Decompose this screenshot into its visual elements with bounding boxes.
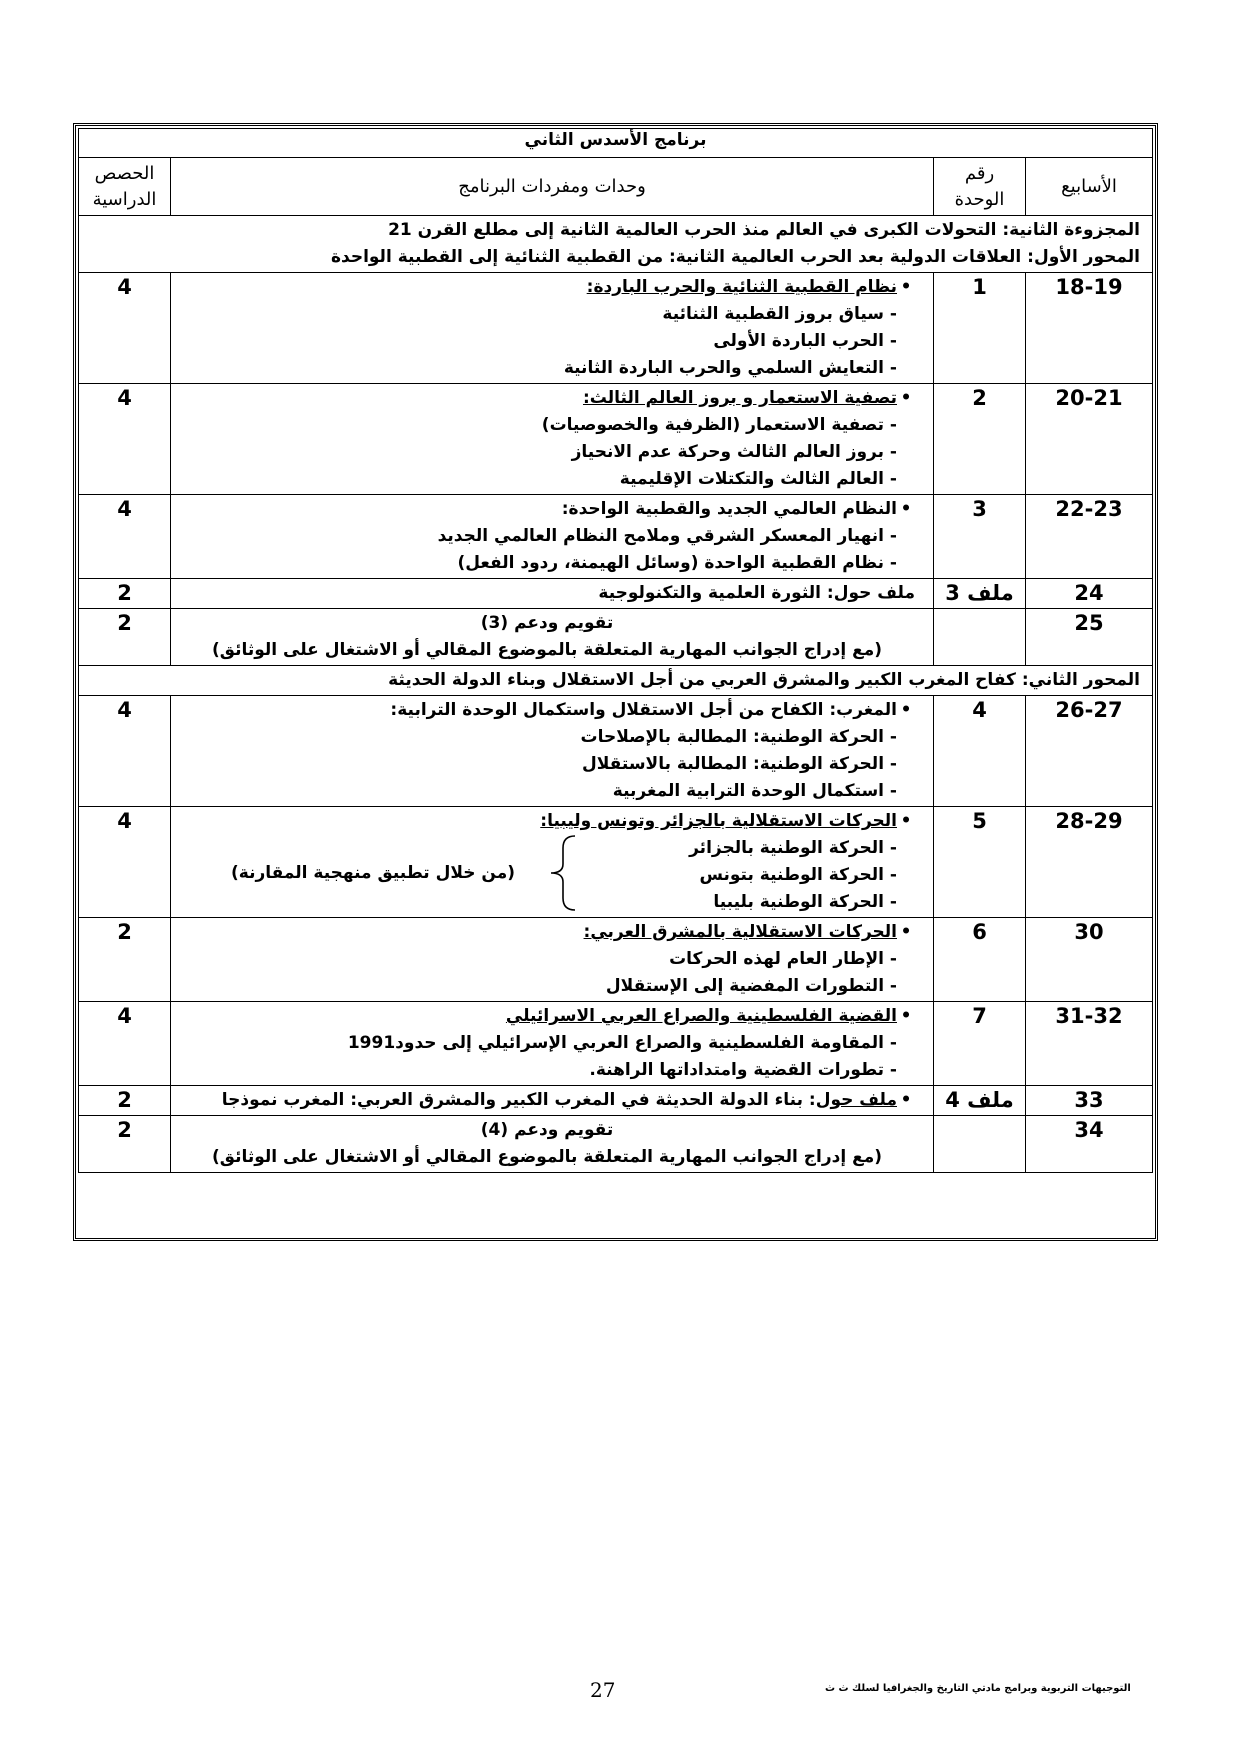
list-item: الحركة الوطنية بليبيا xyxy=(713,892,885,912)
weeks-cell: 26-27 xyxy=(1026,696,1153,807)
list-item: الحركة الوطنية بتونس xyxy=(699,865,885,885)
unit-title: المغرب: الكفاح من أجل الاستقلال واستكمال الوحدة الترابية: xyxy=(390,700,897,720)
content-cell: •القضية الفلسطينية والصراع العربي الاسرائيلي - المقاومة الفلسطينية والصراع العربي الإسرائيلي إلى حدود1991 - تطورات القضية وامتداداتها الراهنة. xyxy=(171,1002,934,1086)
header-weeks: الأسابيع xyxy=(1026,158,1153,216)
content-cell: •نظام القطبية الثنائية والحرب الباردة: - سياق بروز القطبية الثنائية - الحرب الباردة الأولى - التعايش السلمي والحرب الباردة الثانية xyxy=(171,273,934,384)
hours-cell: 2 xyxy=(79,918,171,1002)
weeks-cell: 18-19 xyxy=(1026,273,1153,384)
table-row xyxy=(79,273,1153,384)
header-hours-line2: الدراسية xyxy=(92,188,157,210)
content-cell xyxy=(171,609,934,666)
header-content: وحدات ومفردات البرنامج xyxy=(171,158,934,216)
weeks-cell: 33 xyxy=(1026,1086,1153,1116)
unit-cell: ملف 3 xyxy=(934,579,1026,609)
weeks-cell: 25 xyxy=(1026,609,1153,666)
weeks-cell: 28-29 xyxy=(1026,807,1153,918)
content-cell xyxy=(171,579,934,609)
hours-cell: 4 xyxy=(79,1002,171,1086)
footer-doc-title: التوجيهات التربوية وبرامج مادتي التاريخ والجغرافيا لسلك ث ث xyxy=(825,1683,1131,1694)
unit-title: القضية الفلسطينية والصراع العربي الاسرائيلي xyxy=(505,1006,897,1026)
list-item: الإطار العام لهذه الحركات xyxy=(669,949,885,969)
list-item: نظام القطبية الواحدة (وسائل الهيمنة، ردود الفعل) xyxy=(457,553,885,573)
table-row xyxy=(79,384,1153,495)
page-number: 27 xyxy=(590,1678,616,1702)
header-hours xyxy=(79,158,171,216)
unit-cell: 2 xyxy=(934,384,1026,495)
program-table-frame xyxy=(73,123,1158,1241)
weeks-cell: 24 xyxy=(1026,579,1153,609)
program-table xyxy=(78,128,1153,1173)
content-cell: •الحركات الاستقلالية بالمشرق العربي: - الإطار العام لهذه الحركات - التطورات المفضية إلى الإستقلال xyxy=(171,918,934,1002)
list-item: سياق بروز القطبية الثنائية xyxy=(662,304,885,324)
unit-title: الحركات الاستقلالية بالجزائر وتونس وليبيا: xyxy=(540,811,897,831)
unit-cell: 6 xyxy=(934,918,1026,1002)
bullet-icon: • xyxy=(900,922,912,942)
list-item: تطورات القضية وامتداداتها الراهنة. xyxy=(589,1060,885,1080)
unit-title: تقويم ودعم (3) xyxy=(480,613,614,633)
weeks-cell: 34 xyxy=(1026,1116,1153,1173)
bullet-icon: • xyxy=(900,1090,912,1110)
content-cell: •الحركات الاستقلالية بالجزائر وتونس وليبيا: - الحركة الوطنية بالجزائر - الحركة الوطنية بتونس - الحركة الوطنية بليبيا (من خلال تطبيق منهجية المقارنة) xyxy=(171,807,934,918)
header-hours-line1: الحصص xyxy=(94,162,155,184)
comparison-note: (من خلال تطبيق منهجية المقارنة) xyxy=(231,863,515,883)
list-item: تصفية الاستعمار (الظرفية والخصوصيات) xyxy=(541,415,885,435)
content-cell: •المغرب: الكفاح من أجل الاستقلال واستكمال الوحدة الترابية: - الحركة الوطنية: المطالبة بالإصلاحات - الحركة الوطنية: المطالبة بالاستقلال - استكمال الوحدة الترابية المغربية xyxy=(171,696,934,807)
unit-cell: 5 xyxy=(934,807,1026,918)
unit-cell: ملف 4 xyxy=(934,1086,1026,1116)
bullet-icon: • xyxy=(900,277,912,297)
unit-note: (مع إدراج الجوانب المهارية المتعلقة بالموضوع المقالي أو الاشتغال على الوثائق) xyxy=(212,1147,882,1167)
hours-cell: 4 xyxy=(79,696,171,807)
content-cell: •تصفية الاستعمار و بروز العالم الثالث: - تصفية الاستعمار (الظرفية والخصوصيات) - بروز العالم الثالث وحركة عدم الانحياز - العالم الثالث والتكتلات الإقليمية xyxy=(171,384,934,495)
hours-cell: 2 xyxy=(79,1116,171,1173)
list-item: انهيار المعسكر الشرقي وملامح النظام العالمي الجديد xyxy=(437,526,885,546)
hours-cell: 4 xyxy=(79,384,171,495)
header-row xyxy=(79,158,1153,216)
unit-title: ملف حول: الثورة العلمية والتكنولوجية xyxy=(598,583,915,603)
header-unit-line1: رقم xyxy=(964,162,995,184)
header-unit xyxy=(934,158,1026,216)
section-row xyxy=(79,666,1153,696)
list-item: التطورات المفضية إلى الإستقلال xyxy=(605,976,885,996)
dossier-prefix: ملف حول xyxy=(815,1090,897,1110)
unit-cell xyxy=(934,609,1026,666)
unit-cell xyxy=(934,1116,1026,1173)
content-cell: •النظام العالمي الجديد والقطبية الواحدة: - انهيار المعسكر الشرقي وملامح النظام العالمي الجديد - نظام القطبية الواحدة (وسائل الهيمنة، ردود الفعل) xyxy=(171,495,934,579)
content-cell xyxy=(171,1086,934,1116)
list-item: الحرب الباردة الأولى xyxy=(713,331,885,351)
list-item: بروز العالم الثالث وحركة عدم الانحياز xyxy=(571,442,885,462)
weeks-cell: 20-21 xyxy=(1026,384,1153,495)
unit-cell: 4 xyxy=(934,696,1026,807)
hours-cell: 2 xyxy=(79,609,171,666)
list-item: الحركة الوطنية: المطالبة بالاستقلال xyxy=(582,754,885,774)
hours-cell: 4 xyxy=(79,807,171,918)
weeks-cell: 22-23 xyxy=(1026,495,1153,579)
table-row xyxy=(79,696,1153,807)
content-cell xyxy=(171,1116,934,1173)
header-unit-line2: الوحدة xyxy=(954,188,1005,210)
unit-title: نظام القطبية الثنائية والحرب الباردة: xyxy=(586,277,897,297)
hours-cell: 4 xyxy=(79,495,171,579)
unit-title: تقويم ودعم (4) xyxy=(480,1120,614,1140)
unit-note: (مع إدراج الجوانب المهارية المتعلقة بالموضوع المقالي أو الاشتغال على الوثائق) xyxy=(212,640,882,660)
section-cell xyxy=(79,216,1153,273)
list-item: الحركة الوطنية بالجزائر xyxy=(689,838,885,858)
bullet-icon: • xyxy=(900,388,912,408)
module-title: المجزوءة الثانية: التحولات الكبرى في العالم منذ الحرب العالمية الثانية إلى مطلع القرن 21 xyxy=(388,220,1140,240)
table-row xyxy=(79,1002,1153,1086)
unit-cell: 1 xyxy=(934,273,1026,384)
table-row xyxy=(79,807,1153,918)
hours-cell: 2 xyxy=(79,579,171,609)
table-row xyxy=(79,918,1153,1002)
table-title: برنامج الأسدس الثاني xyxy=(79,129,1153,158)
axis1-title: المحور الأول: العلاقات الدولية بعد الحرب العالمية الثانية: من القطبية الثنائية إلى القطبية الواحدة xyxy=(330,247,1140,267)
unit-title: الحركات الاستقلالية بالمشرق العربي: xyxy=(583,922,897,942)
curly-brace-icon xyxy=(545,834,585,912)
unit-cell: 7 xyxy=(934,1002,1026,1086)
list-item: استكمال الوحدة الترابية المغربية xyxy=(612,781,885,801)
table-title-row xyxy=(79,129,1153,158)
table-row xyxy=(79,609,1153,666)
bullet-icon: • xyxy=(900,1006,912,1026)
hours-cell: 4 xyxy=(79,273,171,384)
section-row xyxy=(79,216,1153,273)
bullet-icon: • xyxy=(900,499,912,519)
table-row xyxy=(79,1086,1153,1116)
unit-cell: 3 xyxy=(934,495,1026,579)
unit-title: : بناء الدولة الحديثة في المغرب الكبير والمشرق العربي: المغرب نموذجا xyxy=(221,1090,816,1110)
list-item: العالم الثالث والتكتلات الإقليمية xyxy=(619,469,885,489)
list-item: المقاومة الفلسطينية والصراع العربي الإسرائيلي إلى حدود1991 xyxy=(347,1033,885,1053)
table-row xyxy=(79,495,1153,579)
list-item: الحركة الوطنية: المطالبة بالإصلاحات xyxy=(580,727,885,747)
table-row xyxy=(79,579,1153,609)
weeks-cell: 30 xyxy=(1026,918,1153,1002)
list-item: التعايش السلمي والحرب الباردة الثانية xyxy=(563,358,885,378)
table-row xyxy=(79,1116,1153,1173)
weeks-cell: 31-32 xyxy=(1026,1002,1153,1086)
hours-cell: 2 xyxy=(79,1086,171,1116)
unit-title: تصفية الاستعمار و بروز العالم الثالث: xyxy=(582,388,897,408)
bullet-icon: • xyxy=(900,811,912,831)
bullet-icon: • xyxy=(900,700,912,720)
unit-title: النظام العالمي الجديد والقطبية الواحدة: xyxy=(561,499,897,519)
axis2-title: المحور الثاني: كفاح المغرب الكبير والمشرق العربي من أجل الاستقلال وبناء الدولة الحديثة xyxy=(79,666,1153,696)
